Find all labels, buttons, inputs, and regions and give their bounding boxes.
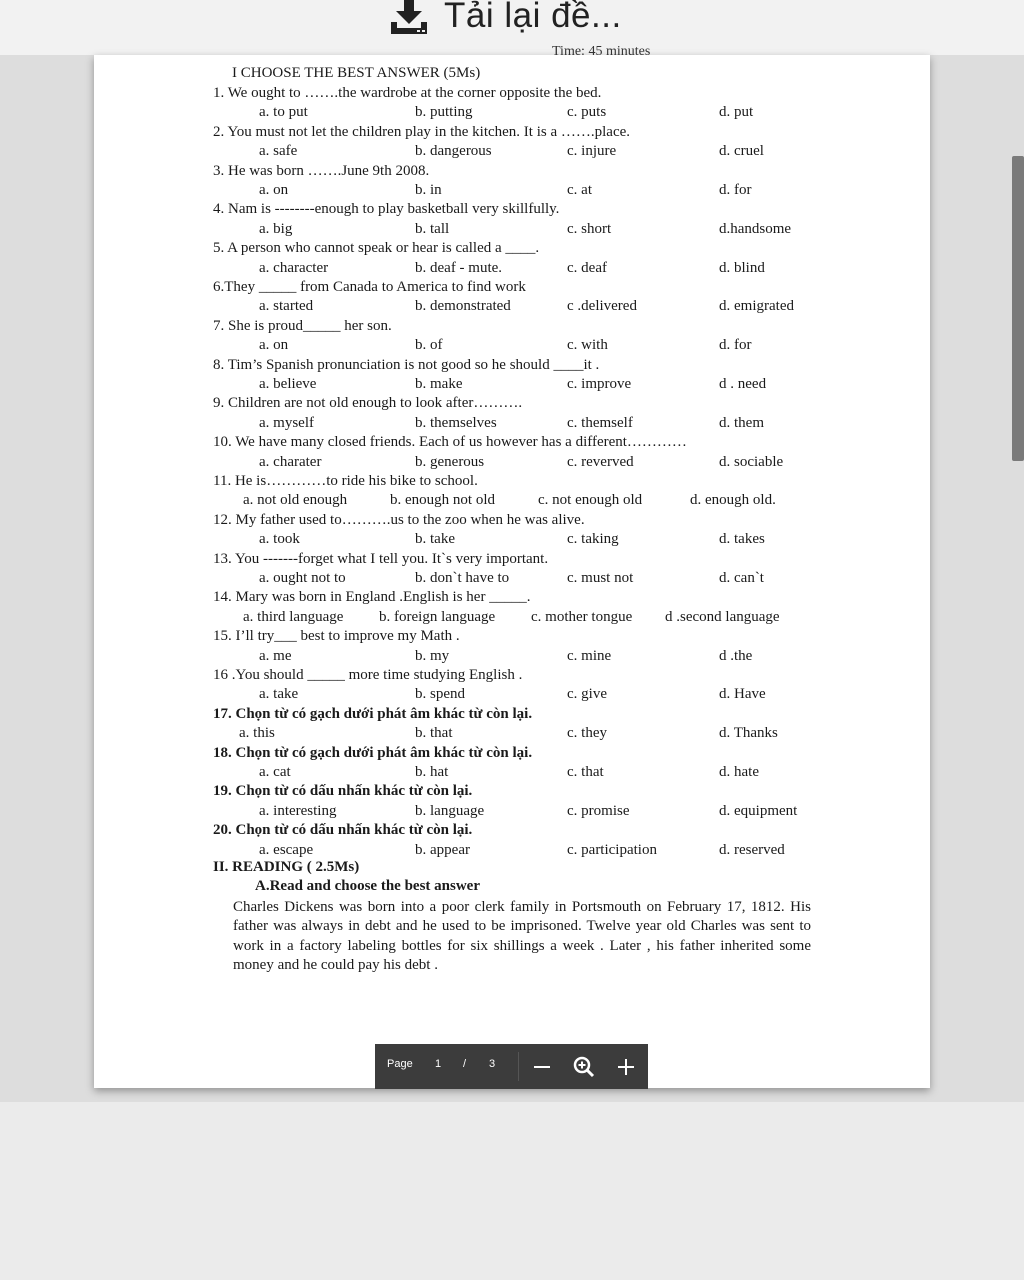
- answer-option: c. deaf: [567, 259, 607, 276]
- answer-option: d. equipment: [719, 802, 798, 819]
- header-time: Time: 45 minutes: [552, 44, 651, 59]
- answer-option: c. reverved: [567, 453, 634, 470]
- answer-option: b. tall: [415, 220, 450, 237]
- answer-option: b. in: [415, 182, 442, 198]
- question-12: 12. My father used to……….us to the zoo when he was alive.: [213, 511, 585, 528]
- answer-option: b. spend: [415, 686, 465, 703]
- answer-option: a. myself: [259, 414, 314, 431]
- answer-option: a. safe: [259, 143, 298, 160]
- scrollbar-thumb[interactable]: [1012, 156, 1024, 461]
- question-15: 15. I’ll try___ best to improve my Math .: [213, 628, 460, 645]
- answer-option: b. language: [415, 802, 485, 819]
- answer-option: d .the: [719, 647, 753, 664]
- answer-option: d. sociable: [719, 453, 784, 470]
- answer-option: a. interesting: [259, 802, 337, 819]
- answer-option: b. make: [415, 376, 463, 392]
- answer-option: a. escape: [259, 841, 314, 858]
- top-bar: [0, 0, 1024, 55]
- answer-option: d .second language: [665, 608, 780, 625]
- answer-option: b. enough not old: [390, 492, 495, 509]
- answer-option: a. this: [239, 725, 275, 742]
- answer-option: b. demonstrated: [415, 298, 511, 315]
- answer-option: d . need: [719, 376, 767, 392]
- question-2: 2. You must not let the children play in the kitchen. It is a …….place.: [213, 123, 631, 140]
- answer-option: b. don`t have to: [415, 570, 510, 586]
- plus-icon[interactable]: [613, 1054, 639, 1080]
- answer-option: c. improve: [567, 376, 632, 392]
- answer-option: d. them: [719, 414, 764, 431]
- question-1: 1. We ought to …….the wardrobe at the corner opposite the bed.: [213, 85, 602, 101]
- download-button[interactable]: [388, 0, 622, 38]
- answer-option: c. injure: [567, 143, 617, 160]
- question-20: 20. Chọn từ có dấu nhấn khác từ còn lại.: [213, 822, 473, 839]
- answer-option: a. character: [259, 259, 329, 276]
- question-7: 7. She is proud_____ her son.: [213, 317, 392, 334]
- answer-option: c. that: [567, 764, 604, 780]
- answer-option: b. generous: [415, 453, 485, 470]
- answer-option: c. they: [567, 725, 607, 742]
- magnifier-icon[interactable]: [571, 1054, 597, 1080]
- answer-option: d. for: [719, 182, 752, 198]
- answer-option: b. deaf - mute.: [415, 259, 503, 276]
- answer-option: d. put: [719, 104, 754, 121]
- answer-option: c. taking: [567, 531, 619, 548]
- answer-option: a. me: [259, 647, 292, 664]
- download-label: Tải lại đề...: [444, 0, 622, 35]
- answer-option: a. take: [259, 686, 299, 703]
- answer-option: a. ought not to: [259, 570, 346, 586]
- answer-option: d. for: [719, 337, 752, 354]
- answer-option: a. to put: [259, 104, 308, 121]
- answer-option: c. not enough old: [538, 492, 643, 509]
- question-9: 9. Children are not old enough to look after……….: [213, 395, 523, 412]
- page-separator: /: [463, 1058, 467, 1070]
- question-6: 6.They _____ from Canada to America to find work: [213, 279, 526, 295]
- pager-divider: [518, 1052, 519, 1081]
- question-5: 5. A person who cannot speak or hear is called a ____.: [213, 240, 540, 257]
- answer-option: c. at: [567, 182, 592, 198]
- section2-subtitle: A.Read and choose the best answer: [255, 878, 480, 894]
- question-19: 19. Chọn từ có dấu nhấn khác từ còn lại.: [213, 783, 473, 800]
- minus-icon[interactable]: [529, 1054, 555, 1080]
- answer-option: d. emigrated: [719, 298, 794, 315]
- answer-option: b. themselves: [415, 414, 497, 431]
- answer-option: b. dangerous: [415, 143, 492, 160]
- answer-option: c. puts: [567, 104, 607, 121]
- answer-option: a. on: [259, 337, 289, 354]
- page-navigator: [375, 1044, 648, 1089]
- answer-option: d. hate: [719, 764, 759, 780]
- answer-option: a. took: [259, 531, 300, 548]
- answer-option: b. foreign language: [379, 608, 496, 625]
- answer-option: b. putting: [415, 104, 473, 121]
- answer-option: a. not old enough: [243, 492, 348, 509]
- answer-option: b. that: [415, 725, 453, 742]
- answer-option: b. hat: [415, 764, 449, 780]
- document-page: [94, 44, 930, 1088]
- question-13: 13. You -------forget what I tell you. It`s very important.: [213, 550, 549, 567]
- section1-title: I CHOOSE THE BEST ANSWER (5Ms): [232, 65, 481, 81]
- answer-option: c .delivered: [567, 298, 637, 315]
- question-16: 16 .You should _____ more time studying English .: [213, 667, 523, 683]
- answer-option: c. mine: [567, 647, 612, 664]
- answer-option: a. on: [259, 182, 289, 198]
- question-8: 8. Tim’s Spanish pronunciation is not good so he should ____it .: [213, 356, 600, 373]
- answer-option: b. my: [415, 647, 450, 664]
- answer-option: d. blind: [719, 259, 765, 276]
- answer-option: c. participation: [567, 841, 657, 858]
- question-11: 11. He is…………to ride his bike to school.: [213, 473, 478, 489]
- question-17: 17. Chọn từ có gạch dưới phát âm khác từ còn lại.: [213, 705, 533, 722]
- answer-option: c. must not: [567, 570, 634, 586]
- answer-option: c. with: [567, 337, 608, 354]
- question-3: 3. He was born …….June 9th 2008.: [213, 162, 430, 179]
- section2-title: II. READING ( 2.5Ms): [213, 859, 360, 875]
- answer-option: c. give: [567, 686, 607, 703]
- answer-option: b. take: [415, 531, 455, 548]
- answer-option: d. can`t: [719, 570, 764, 586]
- answer-option: d. reserved: [719, 841, 785, 858]
- answer-option: a. third language: [243, 608, 344, 625]
- answer-option: d. Have: [719, 686, 766, 703]
- answer-option: b. appear: [415, 841, 470, 858]
- page-label: Page: [387, 1058, 413, 1070]
- reading-paragraph: Charles Dickens was born into a poor clerk family in Portsmouth on February 17, 1812. His father was always in debt and he used to be imprisoned. Twelve year old Charles was sent to work in a factory labeling bottles for six shillings a week . Later , his father inherited some money and he could pay his debt .: [233, 899, 811, 974]
- answer-option: d.handsome: [719, 220, 792, 237]
- question-14: 14. Mary was born in England .English is her _____.: [213, 589, 531, 606]
- question-10: 10. We have many closed friends. Each of us however has a different…………: [213, 434, 687, 451]
- answer-option: c. themself: [567, 414, 633, 431]
- answer-option: a. believe: [259, 376, 317, 392]
- answer-option: c. mother tongue: [531, 608, 633, 625]
- answer-option: a. started: [259, 298, 314, 315]
- answer-option: c. short: [567, 220, 612, 237]
- answer-option: d. enough old.: [690, 492, 776, 509]
- answer-option: d. cruel: [719, 143, 764, 160]
- answer-option: b. of: [415, 337, 443, 354]
- answer-option: c. promise: [567, 802, 630, 819]
- page-total: 3: [489, 1058, 496, 1070]
- answer-option: a. cat: [259, 764, 291, 780]
- download-icon: [388, 0, 430, 36]
- answer-option: a. big: [259, 220, 293, 237]
- page-current[interactable]: 1: [435, 1058, 442, 1070]
- question-18: 18. Chọn từ có gạch dưới phát âm khác từ còn lại.: [213, 744, 533, 761]
- answer-option: a. charater: [259, 453, 322, 470]
- answer-option: d. takes: [719, 531, 765, 548]
- question-4: 4. Nam is --------enough to play basketball very skillfully.: [213, 201, 560, 218]
- answer-option: d. Thanks: [719, 725, 778, 742]
